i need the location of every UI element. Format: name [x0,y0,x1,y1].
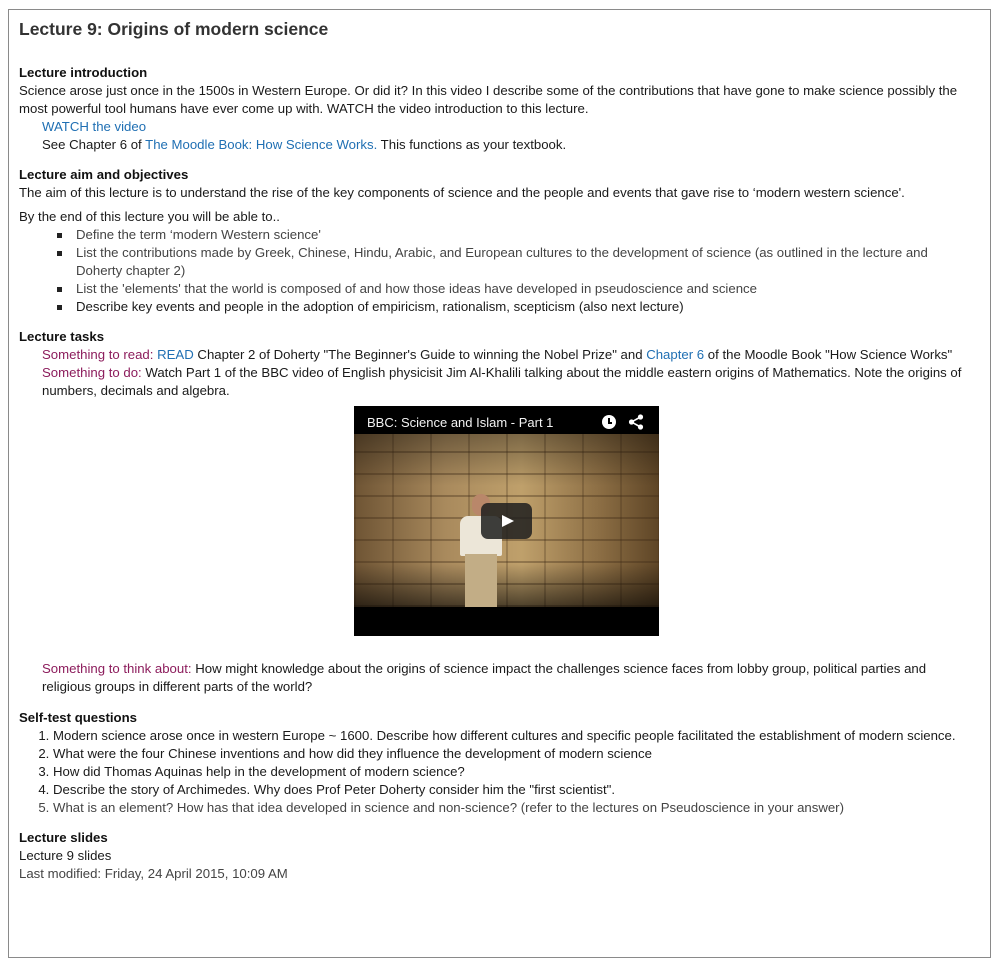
aims-heading: Lecture aim and objectives [19,167,189,182]
intro-text: Science arose just once in the 1500s in Western Europe. Or did it? In this video I describe some of the contributions that have gone to make science possibly the most powerful tool humans have ever come up with. WATCH the video introduction to this lecture. [19,83,958,116]
do-label: Something to do: [42,365,146,380]
watch-later-icon[interactable] [602,415,616,429]
question-item: 5. What is an element? How has that idea developed in science and non-science? (refer to the lectures on Pseudoscience in your answer) [53,799,974,817]
tasks-heading: Lecture tasks [19,329,105,344]
intro-section [19,64,974,154]
watch-video-link[interactable]: WATCH the video [42,119,147,134]
chapter-suffix: This functions as your textbook. [377,137,567,152]
think-label: Something to think about: [42,661,196,676]
last-modified: Last modified: Friday, 24 April 2015, 10:09 AM [19,866,288,881]
aims-lead: By the end of this lecture you will be able to.. [19,209,280,224]
think-text: How might knowledge about the origins of science impact the challenges science faces from lobby group, political parties and religious groups in different parts of the world? [42,661,927,694]
intro-heading: Lecture introduction [19,65,148,80]
do-task [19,364,974,400]
read-text-1: Chapter 2 of Doherty "The Beginner's Guide to winning the Nobel Prize" and [193,347,647,362]
moodle-book-link[interactable]: The Moodle Book: How Science Works. [145,137,378,152]
video-player[interactable] [354,406,659,636]
slides-link[interactable]: Lecture 9 slides [19,848,112,863]
objective-item: List the 'elements' that the world is composed of and how those ideas have developed in pseudoscience and science [57,280,974,298]
slides-heading: Lecture slides [19,830,108,845]
slides-section [19,829,974,883]
questions-list [19,727,974,817]
share-icon[interactable] [628,414,644,430]
read-task [19,346,974,364]
do-text: Watch Part 1 of the BBC video of English physicisit Jim Al-Khalili talking about the middle eastern origins of Mathematics. Note the origins of numbers, decimals and algebra. [42,365,962,398]
objective-item: Define the term ‘modern Western science' [57,226,974,244]
intro-links [19,118,974,154]
read-text-2: of the Moodle Book "How Science Works" [704,347,953,362]
tasks-section [19,328,974,696]
selftest-section [19,709,974,817]
page-content [19,18,974,883]
read-label: Something to read: [42,347,158,362]
question-item: 1. Modern science arose once in western Europe ~ 1600. Describe how different cultures and specific people facilitated the establishment of modern science. [53,727,974,745]
chapter-6-link[interactable]: Chapter 6 [646,347,705,362]
selftest-heading: Self-test questions [19,710,137,725]
objective-item: Describe key events and people in the adoption of empiricism, rationalism, scepticism (also next lecture) [57,298,974,316]
objective-item: List the contributions made by Greek, Chinese, Hindu, Arabic, and European cultures to the development of science (as outlined in the lecture and Doherty chapter 2) [57,244,974,280]
think-task [19,660,974,696]
objectives-list [19,226,974,316]
chapter-prefix: See Chapter 6 of [42,137,146,152]
page-title: Lecture 9: Origins of modern science [19,19,329,39]
chapter-line [42,136,974,154]
video-title[interactable]: BBC: Science and Islam - Part 1 [367,415,554,430]
play-button[interactable] [481,503,532,539]
read-link[interactable]: READ [157,347,194,362]
aims-section [19,166,974,316]
question-item: 2. What were the four Chinese inventions and how did they influence the development of modern science [53,745,974,763]
aims-text: The aim of this lecture is to understand the rise of the key components of science and the people and events that gave rise to ‘modern western science'. [19,185,905,200]
question-item: 4. Describe the story of Archimedes. Why does Prof Peter Doherty consider him the "first scientist". [53,781,974,799]
question-item: 3. How did Thomas Aquinas help in the development of modern science? [53,763,974,781]
